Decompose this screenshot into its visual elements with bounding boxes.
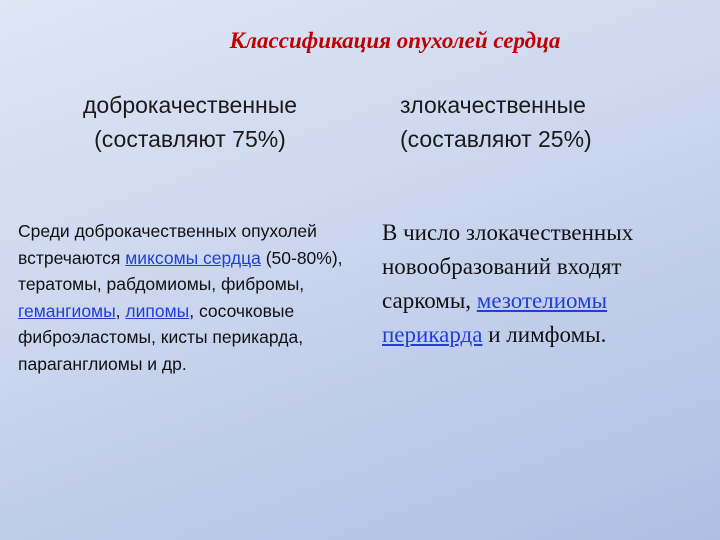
malignant-heading-label: злокачественные bbox=[400, 92, 586, 118]
myxoma-link[interactable]: миксомы сердца bbox=[125, 247, 261, 268]
hemangioma-link[interactable]: гемангиомы bbox=[18, 300, 116, 321]
lipoma-link[interactable]: липомы bbox=[125, 300, 190, 321]
benign-heading-label: доброкачественные bbox=[82, 92, 298, 118]
malignant-description bbox=[382, 216, 712, 352]
malignant-heading-percent: (составляют 25%) bbox=[400, 126, 592, 152]
benign-text-1: Среди доброкачественных опухолей встречаются bbox=[18, 221, 317, 268]
benign-heading bbox=[60, 88, 320, 156]
malignant-text-1: В число злокачественных новообразований входят саркомы, bbox=[382, 220, 634, 313]
benign-description bbox=[18, 218, 368, 377]
benign-text-3: , bbox=[115, 300, 126, 321]
slide-title: Классификация опухолей сердца bbox=[229, 28, 561, 53]
benign-text-2: (50-80%), тератомы, рабдомиомы, фибромы, bbox=[18, 247, 343, 294]
mesothelioma-link[interactable]: мезотелиомы перикарда bbox=[382, 288, 608, 347]
malignant-text-2: и лимфомы. bbox=[482, 322, 607, 347]
malignant-heading bbox=[400, 88, 630, 156]
benign-text-4: , сосочковые фиброэластомы, кисты перикарда, параганглиомы и др. bbox=[18, 300, 304, 374]
benign-heading-percent: (составляют 75%) bbox=[94, 126, 286, 152]
